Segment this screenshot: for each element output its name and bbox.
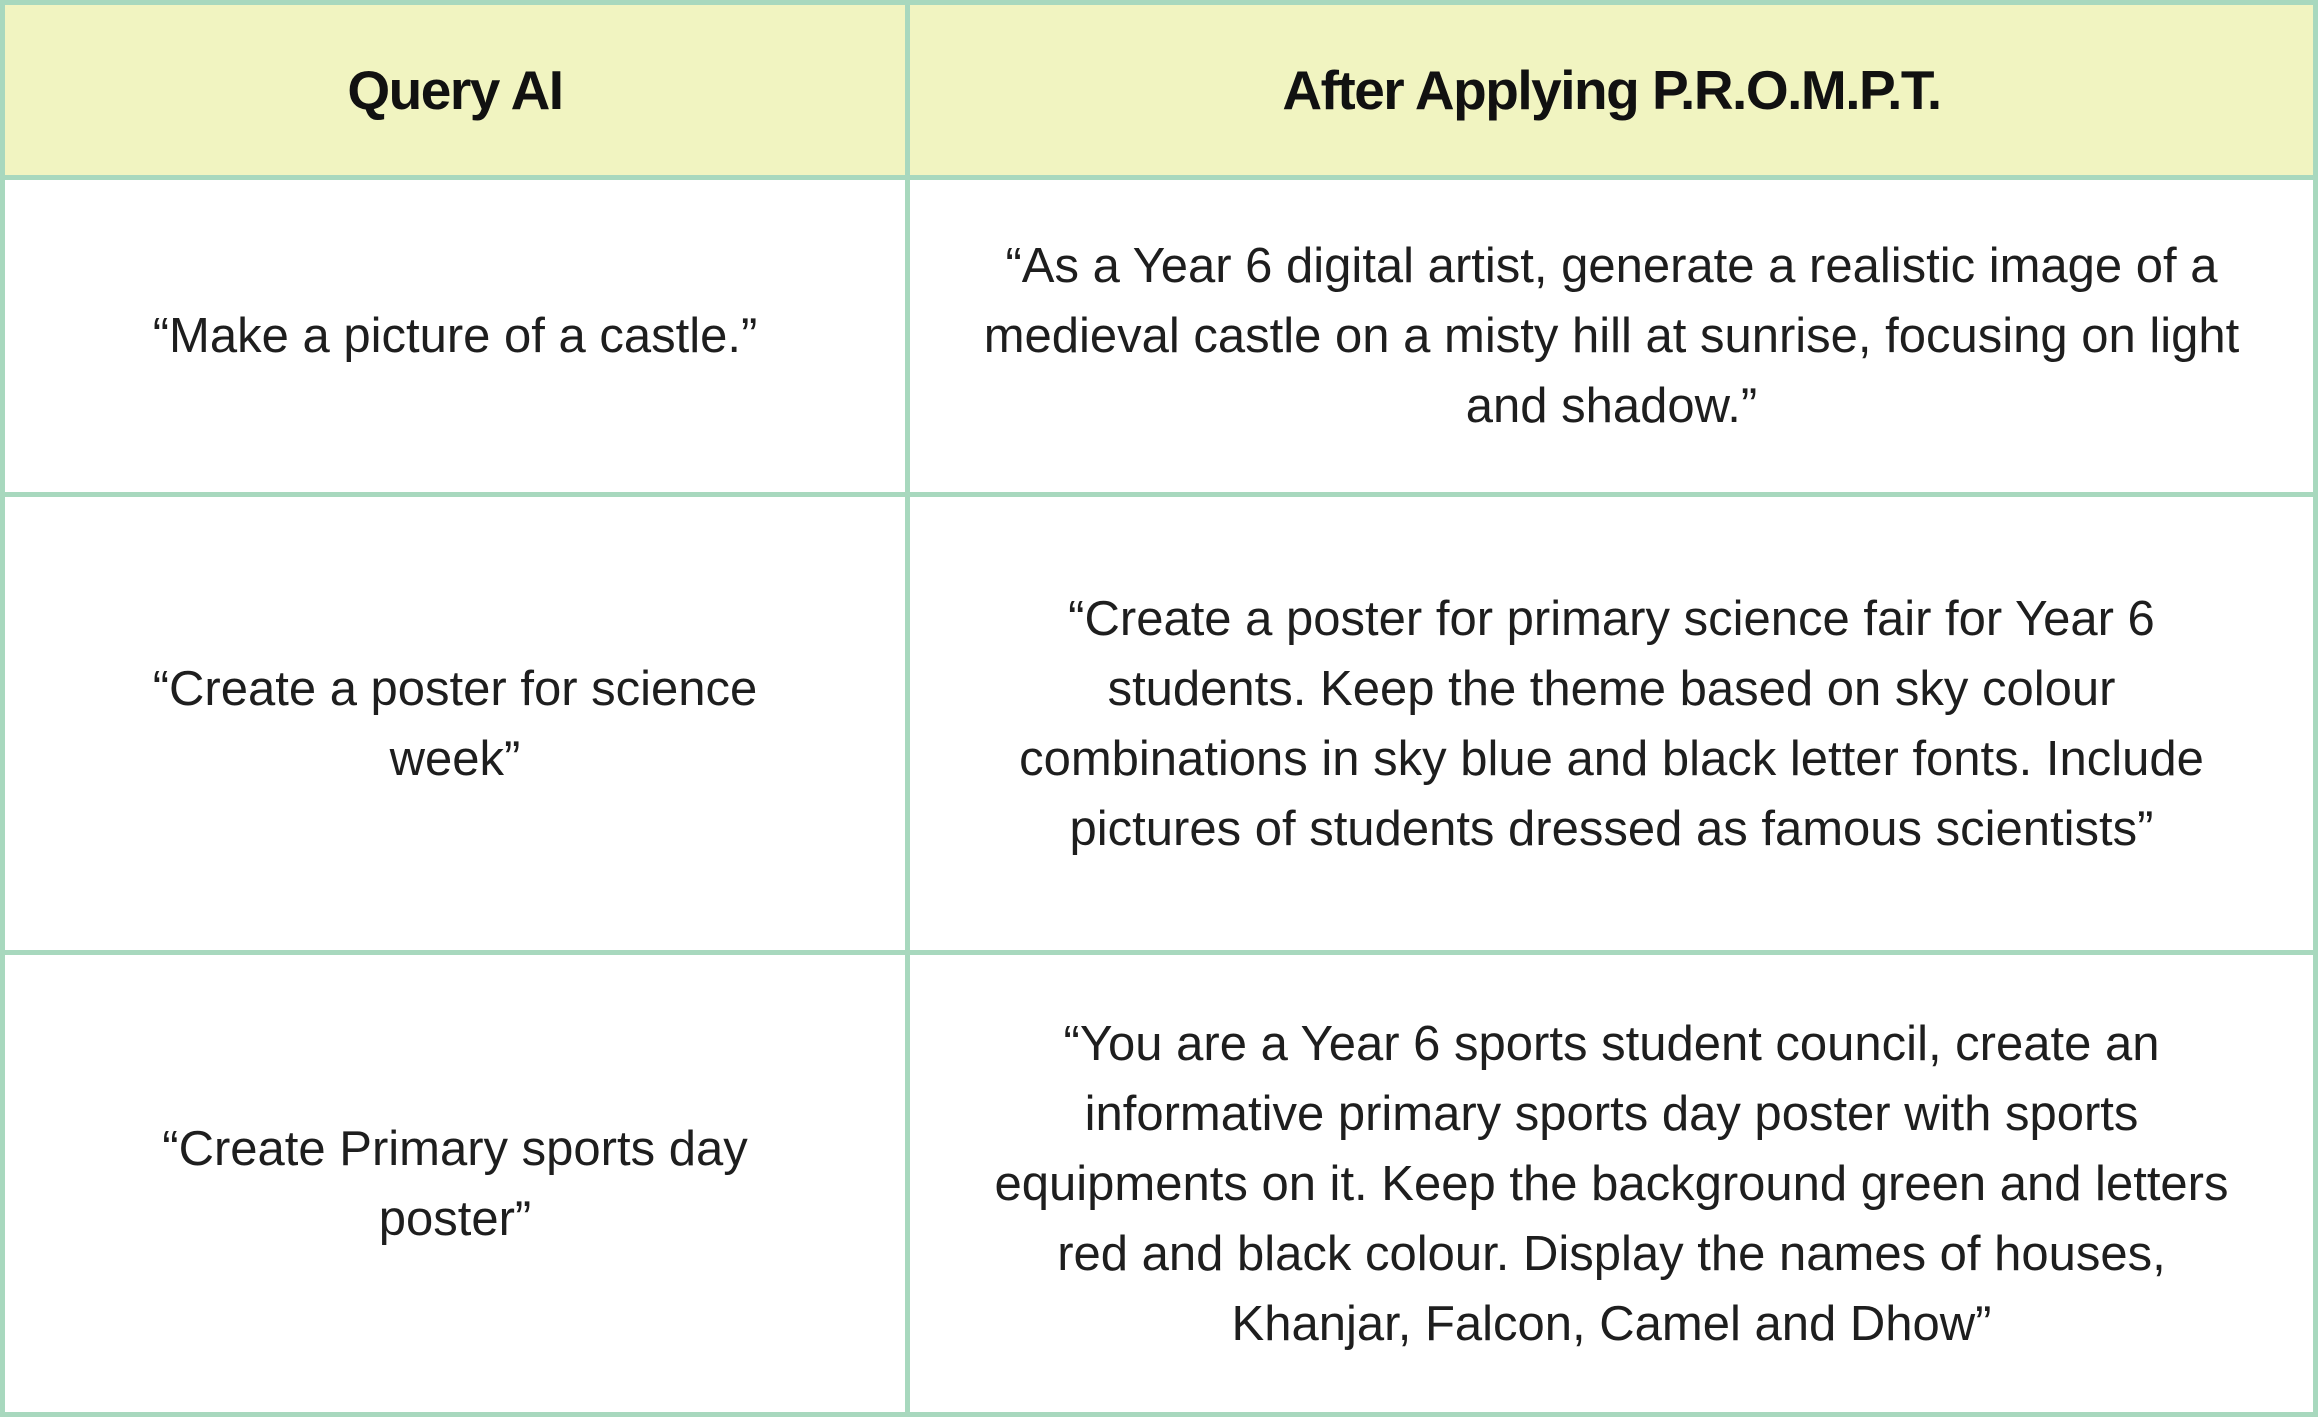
- table-row-1-prompt: [910, 180, 2313, 497]
- header-query-ai-label: Query AI: [347, 59, 563, 121]
- header-after-prompt-label: After Applying P.R.O.M.P.T.: [1282, 59, 1941, 121]
- query-text: “Create a poster for science week”: [152, 661, 758, 786]
- header-query-ai: [5, 5, 910, 180]
- table-row-2-prompt: [910, 497, 2313, 955]
- prompt-text: “Create a poster for primary science fair for Year 6 students. Keep the theme based on sky colour combinations in sky blue and black letter fonts. Include pictures of students dressed as famous scientists”: [1019, 591, 2204, 856]
- table-row-2-query: [5, 497, 910, 955]
- query-text: “Create Primary sports day poster”: [162, 1121, 748, 1246]
- header-after-prompt: [910, 5, 2313, 180]
- query-text: “Make a picture of a castle.”: [152, 309, 758, 363]
- prompt-text: “As a Year 6 digital artist, generate a realistic image of a medieval castle on a misty hill at sunrise, focusing on light and shadow.”: [983, 239, 2240, 433]
- table-row-1-query: [5, 180, 910, 497]
- prompt-text: “You are a Year 6 sports student council, create an informative primary sports day poster with sports equipments on it. Keep the background green and letters red and black colour. Display the names of houses, Khanjar, Falcon, Camel and Dhow”: [994, 1016, 2229, 1351]
- table-row-3-query: [5, 955, 910, 1412]
- table-row-3-prompt: [910, 955, 2313, 1412]
